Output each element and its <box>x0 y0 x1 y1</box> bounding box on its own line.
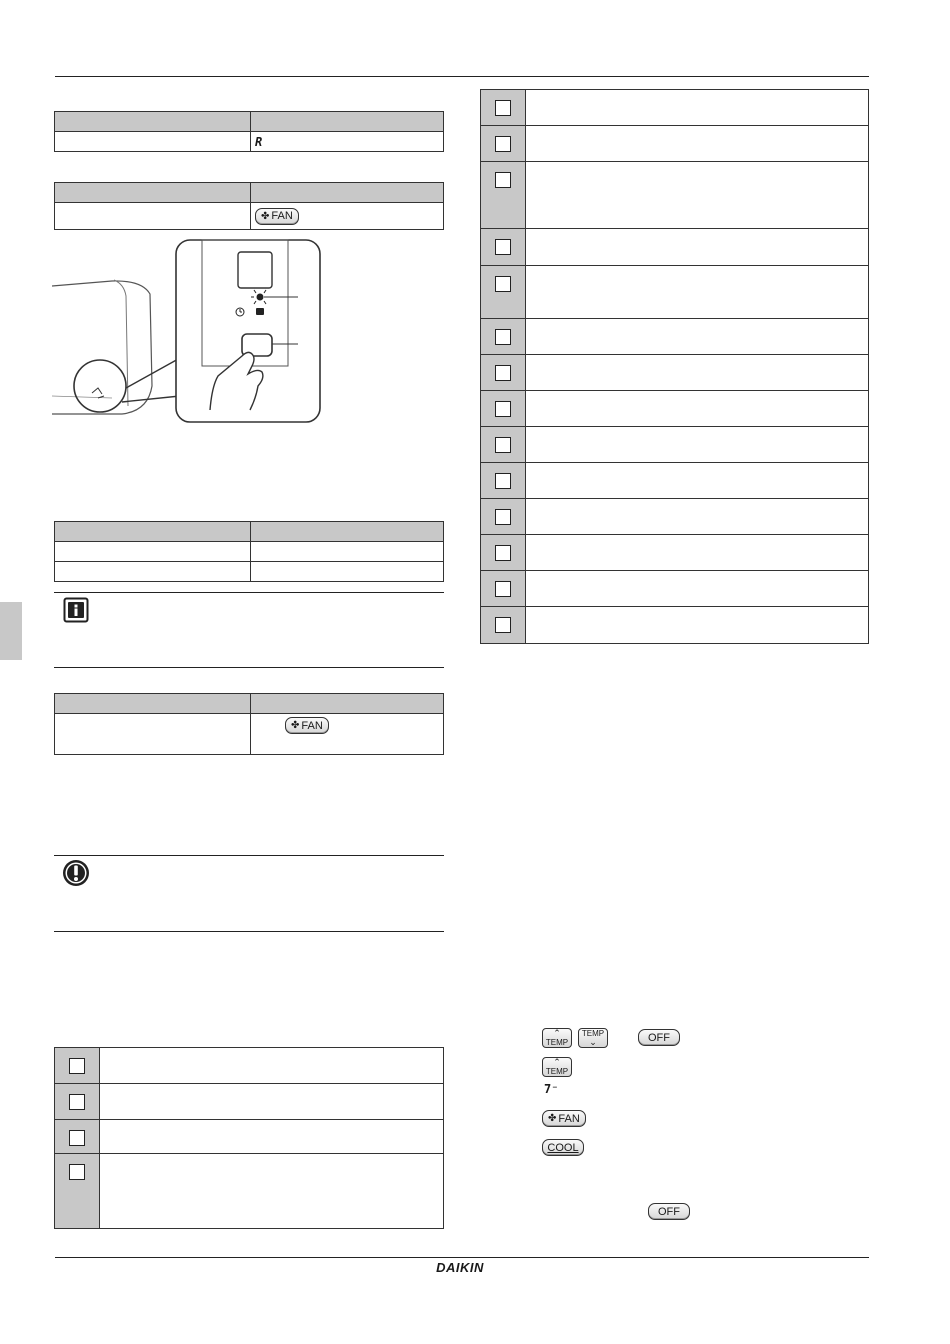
checklist-right <box>480 89 869 644</box>
temp-down-button: TEMP ⌄ <box>578 1028 608 1048</box>
table-2 <box>54 182 444 230</box>
warning-top-rule <box>54 855 444 856</box>
checkbox[interactable] <box>495 365 511 381</box>
fan-icon: ✤ <box>261 210 270 222</box>
checkbox[interactable] <box>69 1094 85 1110</box>
fan-icon: ✤ <box>548 1113 557 1124</box>
checkbox[interactable] <box>495 617 511 633</box>
side-tab <box>0 602 22 660</box>
display-glyph: 7⁻ <box>544 1082 559 1096</box>
fan-button: ✤ FAN <box>285 717 329 734</box>
checkbox[interactable] <box>495 172 511 188</box>
warning-icon <box>62 859 90 887</box>
temp-up-button: ⌃ TEMP <box>542 1028 572 1048</box>
table-4 <box>54 693 444 755</box>
off-button: OFF <box>638 1029 680 1046</box>
temp-up-button-2: ⌃ TEMP <box>542 1057 572 1077</box>
checkbox[interactable] <box>495 581 511 597</box>
checkbox[interactable] <box>69 1164 85 1180</box>
checkbox[interactable] <box>495 545 511 561</box>
checkbox[interactable] <box>495 276 511 292</box>
table-1 <box>54 111 444 152</box>
fan-icon: ✤ <box>291 720 300 731</box>
checkbox[interactable] <box>495 100 511 116</box>
footer-rule <box>55 1257 869 1258</box>
checkbox[interactable] <box>495 473 511 489</box>
info-top-rule <box>54 592 444 593</box>
info-bottom-rule <box>54 667 444 668</box>
checkbox[interactable] <box>69 1058 85 1074</box>
checkbox[interactable] <box>495 329 511 345</box>
off-button-2: OFF <box>648 1203 690 1220</box>
fan-button: ✤ FAN <box>542 1110 586 1127</box>
header-rule <box>55 76 869 77</box>
table-3 <box>54 521 444 582</box>
checkbox[interactable] <box>495 401 511 417</box>
fan-button: ✤ FAN <box>255 208 299 225</box>
brand-logo: DAIKIN <box>436 1260 484 1275</box>
checklist-left <box>54 1047 444 1229</box>
info-icon <box>63 597 89 623</box>
unit-illustration <box>52 236 324 426</box>
checkbox[interactable] <box>495 239 511 255</box>
checkbox[interactable] <box>495 437 511 453</box>
checkbox[interactable] <box>495 509 511 525</box>
warning-bottom-rule <box>54 931 444 932</box>
display-code: R <box>255 134 263 149</box>
cool-button: COOL <box>542 1139 584 1156</box>
checkbox[interactable] <box>495 136 511 152</box>
checkbox[interactable] <box>69 1130 85 1146</box>
